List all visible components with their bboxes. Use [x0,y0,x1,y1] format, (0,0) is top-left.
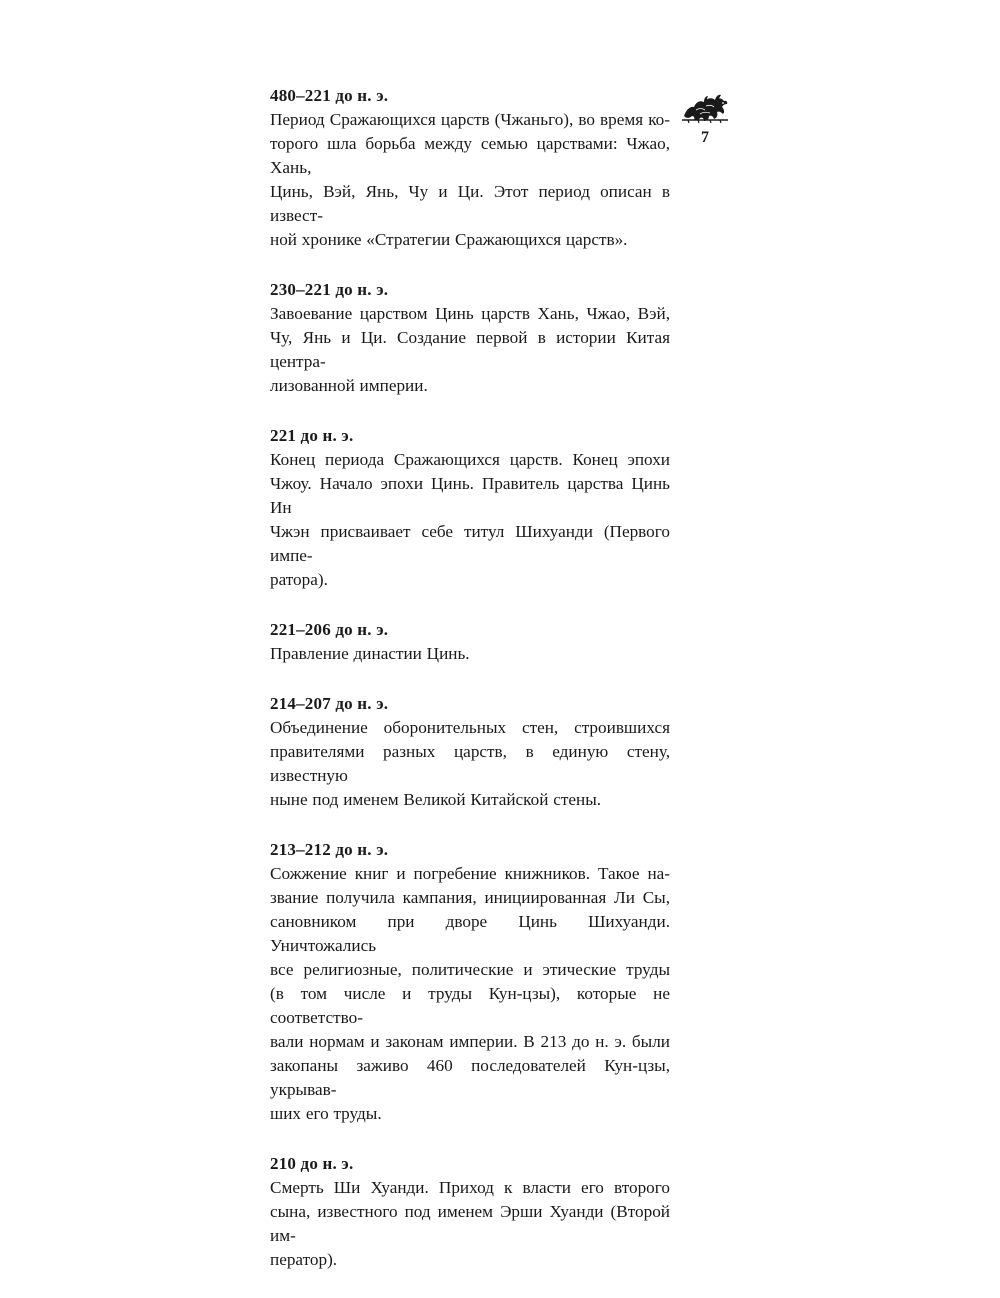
text-line: вали нормам и законам империи. В 213 до н. э. были [270,1032,670,1051]
chronology-entry [270,692,670,812]
chronology-entry [270,278,670,398]
entry-text [270,642,670,666]
text-line: все религиозные, политические и этические труды [270,960,670,979]
text-line: Период Сражающихся царств (Чжаньго), во время ко- [270,110,670,129]
text-line: Чжэн присваивает себе титул Шихуанди (Первого импе- [270,522,670,565]
entry-date: 213–212 до н. э. [270,840,389,859]
text-line: (в том числе и труды Кун-цзы), которые не соответство- [270,984,670,1027]
text-line: звание получила кампания, инициированная Ли Сы, [270,888,670,907]
text-line: Конец периода Сражающихся царств. Конец эпохи [270,450,670,469]
text-line: Правление династии Цинь. [270,644,470,663]
text-line: правителями разных царств, в единую стену, известную [270,742,670,785]
text-line: Сожжение книг и погребение книжников. Такое на- [270,864,670,883]
text-line: сановником при дворе Цинь Шихуанди. Уничтожались [270,912,670,955]
text-line: Цинь, Вэй, Янь, Чу и Ци. Этот период описан в извест- [270,182,670,225]
page-marker [680,92,730,152]
entry-date: 480–221 до н. э. [270,86,389,105]
entry-text [270,448,670,592]
dragon-icon [680,92,730,124]
chronology-column [270,84,670,1298]
text-line: ныне под именем Великой Китайской стены. [270,790,602,809]
text-line: ной хронике «Стратегии Сражающихся царств». [270,230,628,249]
entry-date: 214–207 до н. э. [270,694,389,713]
entry-text [270,108,670,252]
text-line: ператор). [270,1250,338,1269]
entry-text [270,302,670,398]
entry-date: 221 до н. э. [270,426,354,445]
entry-text [270,716,670,812]
entry-date: 221–206 до н. э. [270,620,389,639]
text-line: Завоевание царством Цинь царств Хань, Чжао, Вэй, [270,304,670,323]
text-line: ратора). [270,570,328,589]
text-line: ших его труды. [270,1104,382,1123]
chronology-entry [270,838,670,1126]
entry-date: 210 до н. э. [270,1154,354,1173]
text-line: Смерть Ши Хуанди. Приход к власти его второго [270,1178,670,1197]
text-line: Чу, Янь и Ци. Создание первой в истории Китая центра- [270,328,670,371]
entry-text [270,1176,670,1272]
text-line: торого шла борьба между семью царствами: Чжао, Хань, [270,134,670,177]
entry-date: 230–221 до н. э. [270,280,389,299]
chronology-entry [270,84,670,252]
chronology-entry [270,1152,670,1272]
page-number: 7 [701,129,709,146]
chronology-entry [270,424,670,592]
text-line: сына, известного под именем Эрши Хуанди (Второй им- [270,1202,670,1245]
text-line: закопаны заживо 460 последователей Кун-цзы, укрывав- [270,1056,670,1099]
text-line: Объединение оборонительных стен, строившихся [270,718,670,737]
text-line: лизованной империи. [270,376,428,395]
chronology-entry [270,618,670,666]
entry-text [270,862,670,1126]
text-line: Чжоу. Начало эпохи Цинь. Правитель царства Цинь Ин [270,474,670,517]
